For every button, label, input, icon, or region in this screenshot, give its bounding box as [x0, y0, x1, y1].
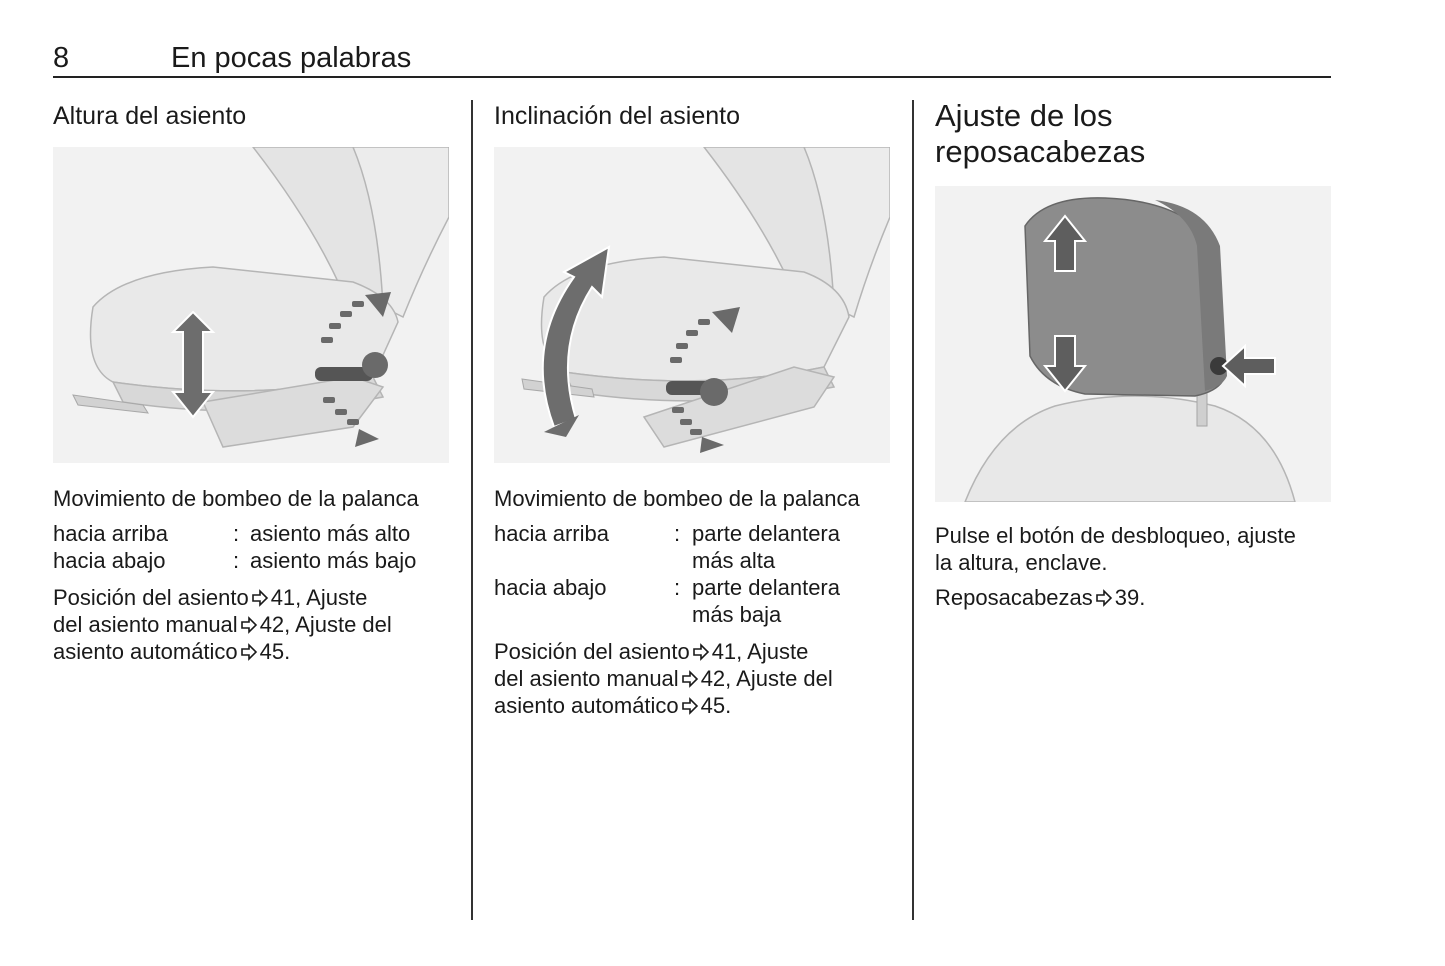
ref-text: del asiento manual — [53, 612, 238, 637]
table-row — [53, 547, 453, 574]
arrow-right-outline-icon — [1095, 589, 1113, 607]
direction-result: más alta — [692, 548, 776, 573]
ref-text: Reposacabezas — [935, 585, 1093, 610]
ref-text: asiento automático — [53, 639, 238, 664]
separator: : — [233, 521, 240, 546]
seat-height-illustration — [53, 147, 449, 463]
table-row — [494, 520, 894, 574]
cross-references — [494, 638, 894, 719]
page-number: 8 — [53, 42, 70, 74]
cross-references — [935, 584, 1335, 611]
direction-result: parte delantera — [692, 575, 840, 600]
table-row — [53, 520, 453, 547]
ref-text: asiento automático — [494, 693, 679, 718]
direction-result: más baja — [692, 602, 782, 627]
table-row — [494, 574, 894, 628]
heading-line: Ajuste de los — [935, 98, 1113, 133]
arrow-right-outline-icon — [681, 670, 699, 688]
column-divider — [471, 100, 473, 920]
arrow-right-outline-icon — [251, 589, 269, 607]
section-heading: Inclinación del asiento — [494, 102, 740, 130]
arrow-right-outline-icon — [692, 643, 710, 661]
separator: : — [674, 521, 681, 546]
lever-table — [494, 520, 894, 628]
direction-label: hacia abajo — [494, 575, 607, 600]
ref-link[interactable]: 39. — [1114, 585, 1146, 610]
section-headrest — [935, 98, 1335, 611]
separator: : — [674, 575, 681, 600]
direction-label: hacia arriba — [53, 521, 168, 546]
text-line: la altura, enclave. — [935, 550, 1108, 575]
direction-result: asiento más alto — [250, 521, 411, 546]
ref-text: del asiento manual — [494, 666, 679, 691]
lever-table — [53, 520, 453, 574]
section-heading — [935, 98, 1335, 170]
page-title: En pocas palabras — [171, 42, 412, 74]
figure-caption: Movimiento de bombeo de la palanca — [53, 486, 419, 511]
ref-link[interactable]: 41, Ajuste — [711, 639, 809, 664]
arrow-right-outline-icon — [681, 697, 699, 715]
arrow-right-outline-icon — [240, 616, 258, 634]
seat-tilt-illustration — [494, 147, 890, 463]
section-seat-height — [53, 98, 453, 665]
ref-link[interactable]: 45. — [700, 693, 732, 718]
page-header — [53, 38, 1331, 78]
text-line: Pulse el botón de desbloqueo, ajuste — [935, 523, 1296, 548]
section-heading: Altura del asiento — [53, 102, 247, 130]
headrest-illustration — [935, 186, 1331, 502]
ref-link[interactable]: 41, Ajuste — [270, 585, 368, 610]
arrow-right-outline-icon — [240, 643, 258, 661]
ref-text: Posición del asiento — [494, 639, 690, 664]
direction-result: parte delantera — [692, 521, 840, 546]
figure-caption: Movimiento de bombeo de la palanca — [494, 486, 860, 511]
column-divider — [912, 100, 914, 920]
direction-label: hacia abajo — [53, 548, 166, 573]
direction-label: hacia arriba — [494, 521, 609, 546]
heading-line: reposacabezas — [935, 134, 1146, 169]
direction-result: asiento más bajo — [250, 548, 417, 573]
ref-link[interactable]: 45. — [259, 639, 291, 664]
separator: : — [233, 548, 240, 573]
ref-link[interactable]: 42, Ajuste del — [259, 612, 392, 637]
ref-text: Posición del asiento — [53, 585, 249, 610]
section-seat-tilt — [494, 98, 894, 719]
instruction-text — [935, 522, 1335, 576]
ref-link[interactable]: 42, Ajuste del — [700, 666, 833, 691]
cross-references — [53, 584, 453, 665]
